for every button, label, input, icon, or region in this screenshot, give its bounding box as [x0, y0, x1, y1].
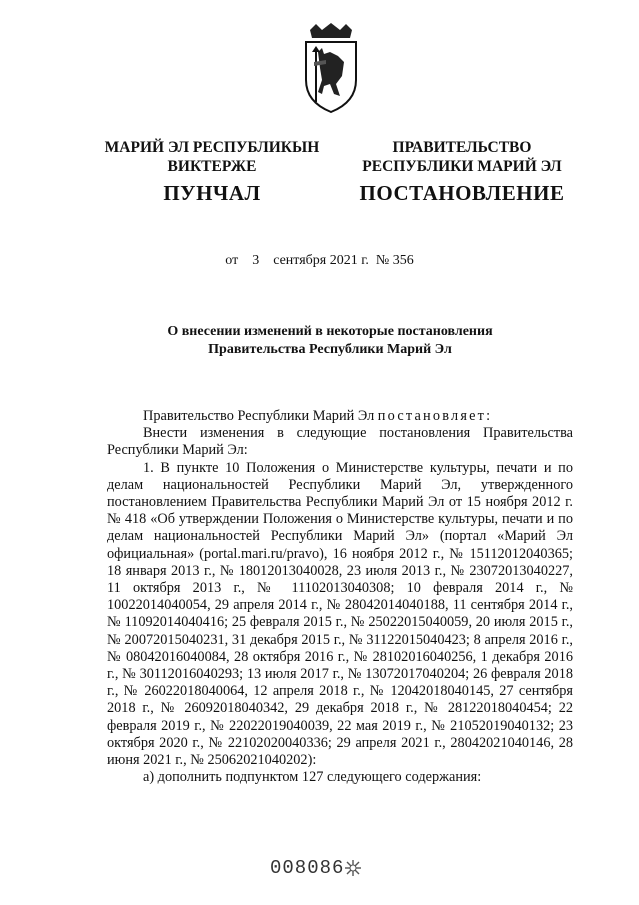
header-left — [92, 138, 332, 206]
number-label: № — [375, 253, 390, 268]
date-day: 3 — [252, 253, 260, 268]
header-right-line2: РЕСПУБЛИКИ МАРИЙ ЭЛ — [362, 158, 562, 175]
intro-verb: постановляет: — [377, 408, 493, 424]
paragraph-2: Внести изменения в следующие постановления Правительства Республики Марий Эл: — [107, 425, 573, 459]
date-month-year: сентября 2021 г. — [273, 253, 369, 268]
document-title — [80, 323, 580, 359]
header-right-line1: ПРАВИТЕЛЬСТВО — [392, 139, 532, 156]
stamp-star-icon — [344, 859, 362, 877]
paragraph-4: а) дополнить подпунктом 127 следующего содержания: — [143, 769, 482, 786]
title-line2: Правительства Республики Марий Эл — [208, 342, 452, 357]
title-line1: О внесении изменений в некоторые постановления — [167, 324, 493, 339]
paragraph-3: 1. В пункте 10 Положения о Министерстве культуры, печати и по делам национальностей Республики Марий Эл, утвержденного постановлением Правительства Республики Марий Эл от 15 ноября 2012 г. № 418 «Об утверждении Положения о Министерстве культуры, печати и по делам национальностей Республики Марий Эл» (портал «Марий Эл официальная» (portal.mari.ru/pravo), 16 ноября 2012 г., № 15112012040365; 18 января 2013 г., № 18012013040028, 23 июля 2013 г., № 23072013040227, 11 октября 2013 г., № 11102013040308; 10 февраля 2014 г., № 10022014040054, 29 апреля 2014 г., № 28042014040188, 11 сентября 2014 г., № 11092014040416; 25 февраля 2015 г., № 25022015040059, 20 июля 2015 г., № 20072015040231, 31 декабря 2015 г., № 31122015040423; 8 апреля 2016 г., № 08042016040084, 28 октября 2016 г., № 28102016040256, 1 декабря 2016 г., № 30112016040293; 13 июля 2017 г., № 13072017040204; 26 февраля 2018 г., № 26022018040064, 12 апреля 2018 г., № 12042018040145, 27 сентября 2018 г., № 26092018040342, 29 декабря 2018 г., № 28122018040454; 22 февраля 2019 г., № 22022019040039, 22 мая 2019 г., № 21052019040132; 23 октября 2020 г., № 22102020040336; 29 апреля 2021 г., 28042021040146, 28 июня 2021 г., № 25062021040202): — [107, 459, 573, 769]
date-prefix: от — [225, 253, 239, 268]
header-right — [352, 138, 572, 206]
date-line — [0, 253, 639, 269]
intro-subject: Правительство Республики Марий Эл — [143, 408, 375, 424]
footer-stamp-number: 008086 — [270, 857, 345, 879]
header-right-doc-type: ПОСТАНОВЛЕНИЕ — [359, 181, 565, 205]
header-left-line2: ВИКТЕРЖЕ — [167, 158, 257, 175]
header-left-line1: МАРИЙ ЭЛ РЕСПУБЛИКЫН — [104, 139, 320, 156]
intro-paragraph — [107, 408, 573, 425]
document-body — [107, 408, 573, 786]
document-number: 356 — [392, 253, 414, 268]
coat-of-arms-icon — [300, 22, 362, 114]
header-left-doc-type: ПУНЧАЛ — [163, 181, 261, 205]
